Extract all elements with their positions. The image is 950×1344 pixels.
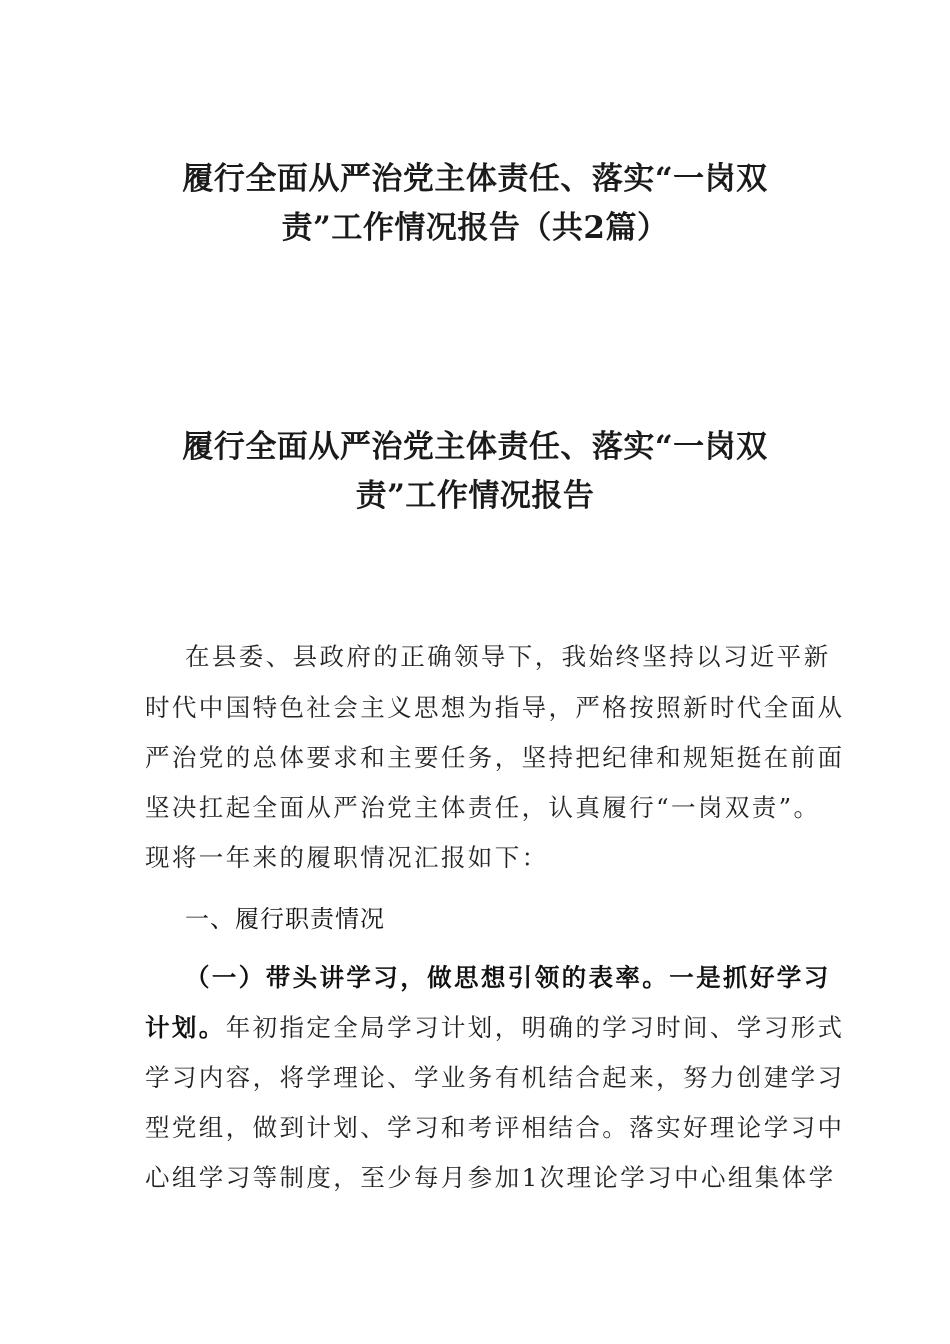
article-title-line-1: 履行全面从严治党主体责任、落实“一岗双 [182, 429, 768, 465]
section-heading: 一、履行职责情况 [185, 905, 385, 933]
subsection-line-2 [145, 1013, 845, 1042]
intro-line-2: 时代中国特色社会主义思想为指导，严格按照新时代全面从 [145, 693, 845, 722]
subsection-line-2-text: 年初指定全局学习计划，明确的学习时间、学习形式 [225, 1013, 845, 1042]
intro-line-3: 严治党的总体要求和主要任务，坚持把纪律和规矩挺在前面 [145, 743, 845, 772]
intro-line-4: 坚决扛起全面从严治党主体责任，认真履行“一岗双责”。 [145, 793, 821, 822]
intro-line-1: 在县委、县政府的正确领导下，我始终坚持以习近平新 [185, 642, 831, 671]
cover-title-line-1: 履行全面从严治党主体责任、落实“一岗双 [182, 161, 768, 197]
intro-line-5: 现将一年来的履职情况汇报如下： [145, 843, 549, 872]
subsection-bold-term: 计划。 [145, 1013, 226, 1042]
cover-title-line-2: 责”工作情况报告（共2篇） [281, 210, 669, 246]
article-title-line-2: 责”工作情况报告 [355, 478, 595, 514]
subsection-line-4: 型党组，做到计划、学习和考评相结合。落实好理论学习中 [145, 1113, 845, 1142]
subsection-heading: （一）带头讲学习，做思想引领的表率。一是抓好学习 [185, 963, 831, 992]
subsection-line-5: 心组学习等制度，至少每月参加1次理论学习中心组集体学 [145, 1163, 836, 1192]
subsection-line-3: 学习内容，将学理论、学业务有机结合起来，努力创建学习 [145, 1063, 845, 1092]
